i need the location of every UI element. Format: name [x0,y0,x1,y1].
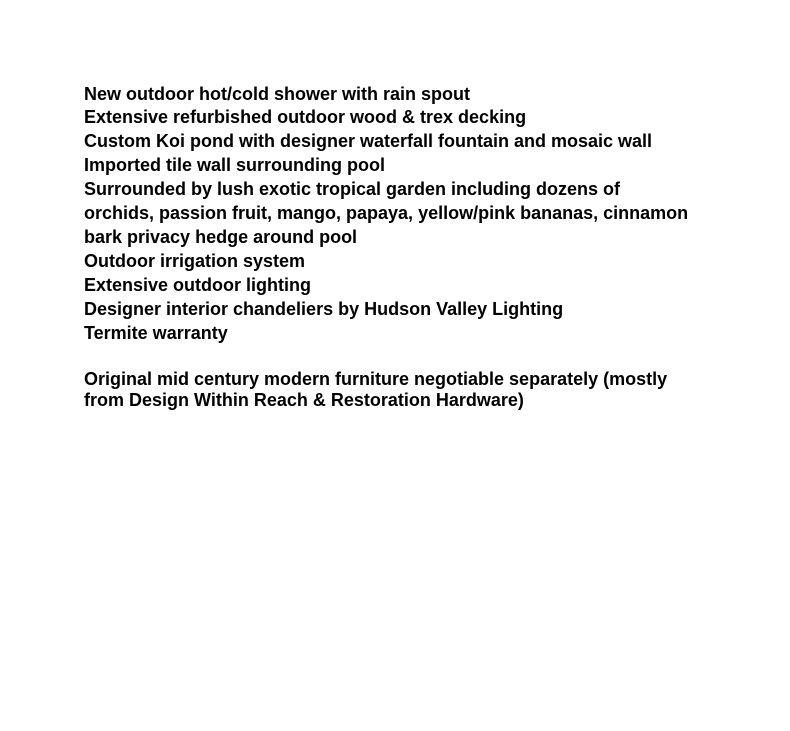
feature-line: Outdoor irrigation system [84,251,306,271]
document-body [84,84,764,411]
furniture-note-line: from Design Within Reach & Restoration Hardware) [84,390,524,410]
feature-line: New outdoor hot/cold shower with rain spout [84,84,470,104]
feature-line: Designer interior chandeliers by Hudson Valley Lighting [84,299,564,319]
feature-line: Extensive refurbished outdoor wood & trex decking [84,107,527,127]
feature-line: Custom Koi pond with designer waterfall fountain and mosaic wall [84,131,653,151]
feature-line: bark privacy hedge around pool [84,227,358,247]
feature-line: Extensive outdoor lighting [84,275,312,295]
feature-line: orchids, passion fruit, mango, papaya, yellow/pink bananas, cinnamon [84,203,689,223]
feature-line: Termite warranty [84,323,228,343]
feature-line: Surrounded by lush exotic tropical garden including dozens of [84,179,621,199]
feature-line: Imported tile wall surrounding pool [84,155,385,175]
furniture-note-line: Original mid century modern furniture negotiable separately (mostly [84,369,668,389]
paragraph-gap [84,345,764,369]
